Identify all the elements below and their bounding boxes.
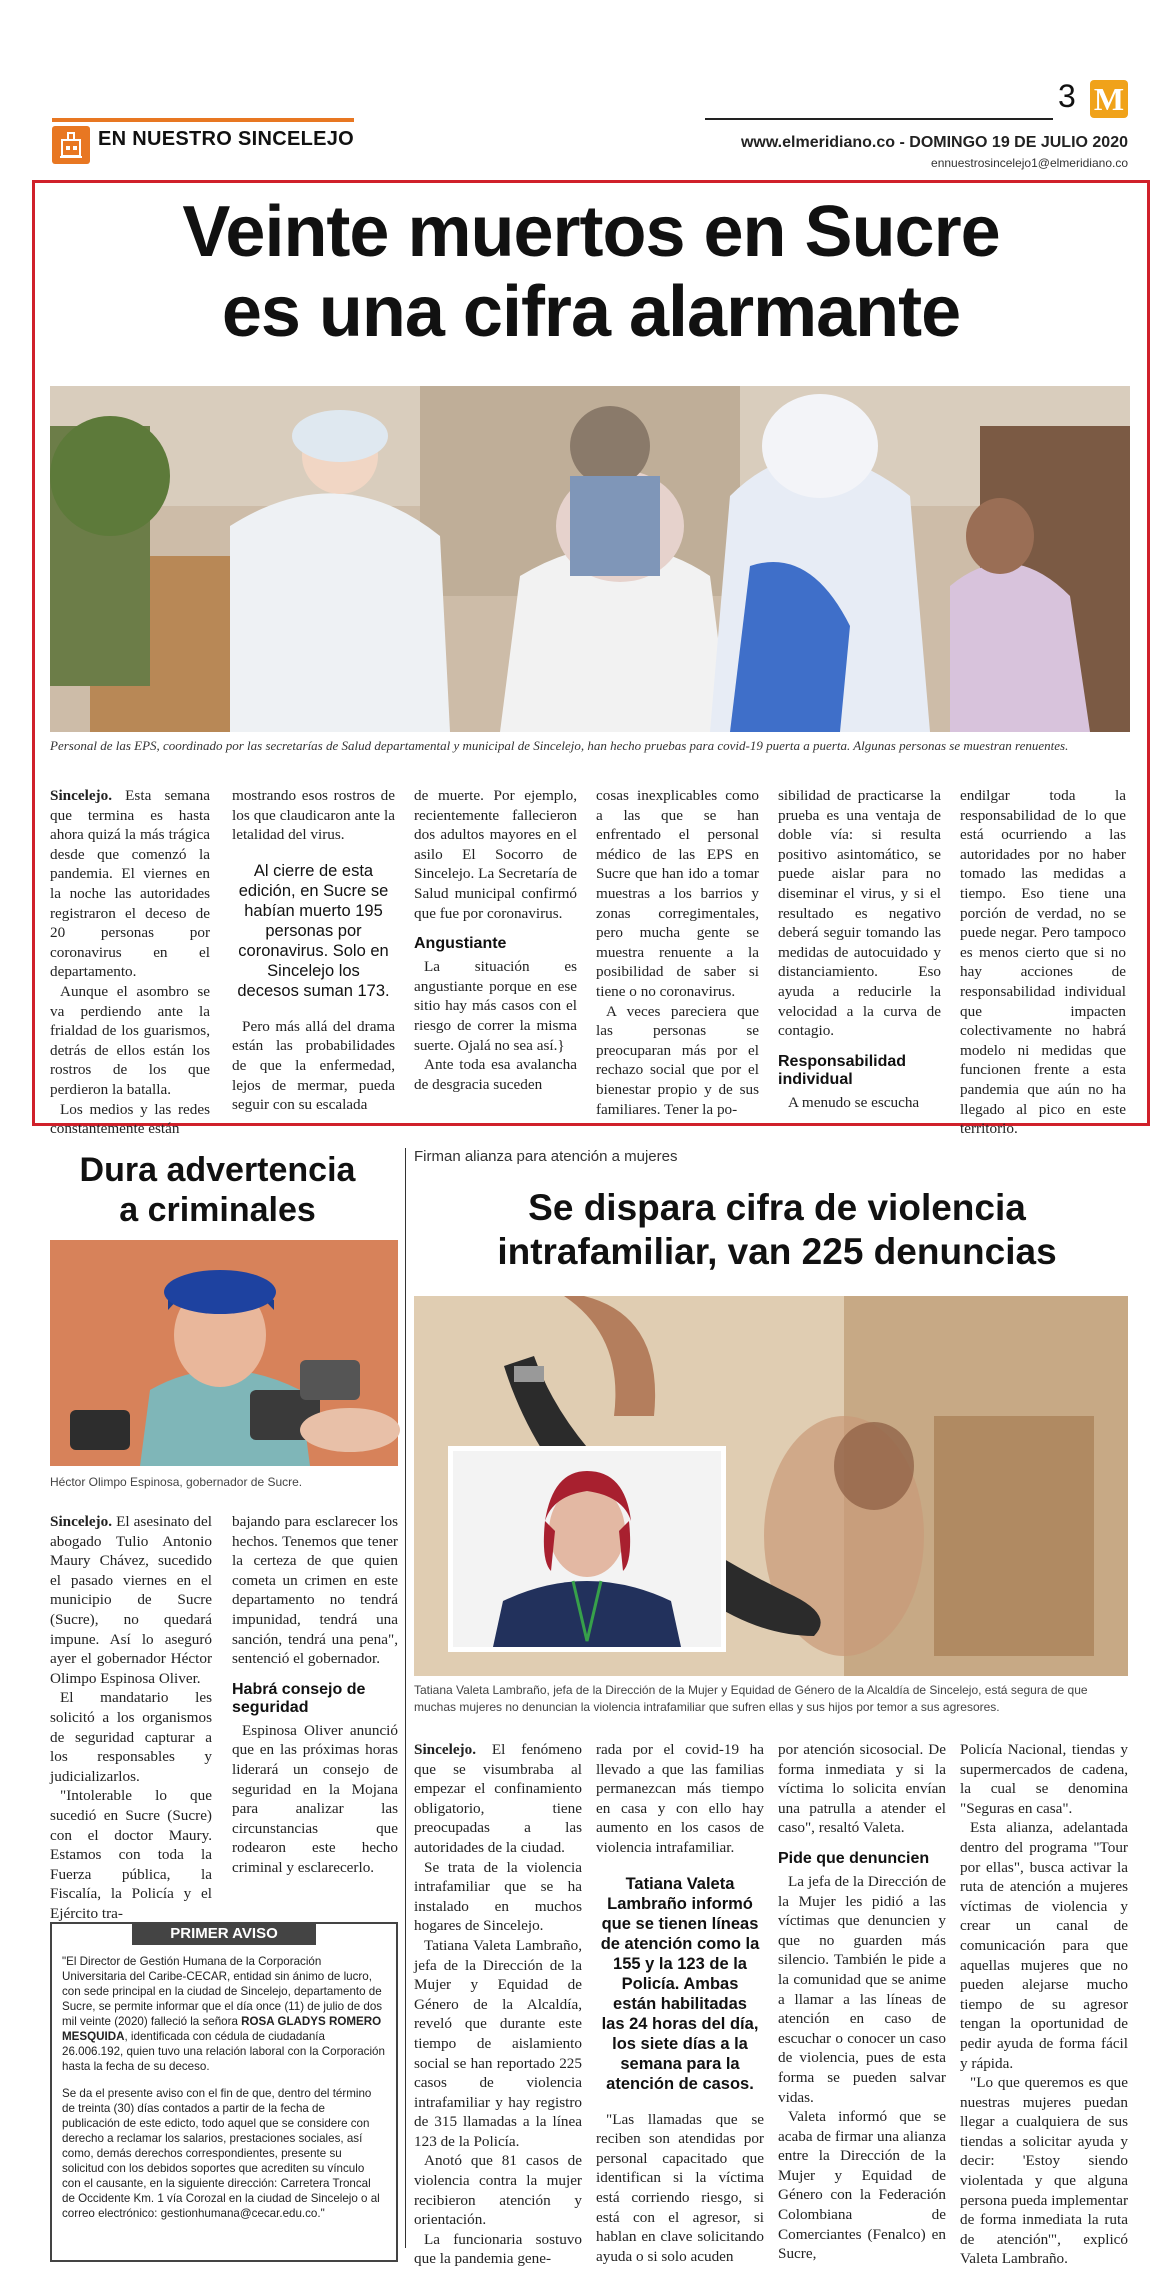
section-label: EN NUESTRO SINCELEJO [98,128,355,150]
right-headline-line2: intrafamiliar, van 225 denuncias [497,1231,1057,1272]
left-photo [50,1240,398,1466]
left-col2-para1: bajando para esclarecer los hechos. Tenemos que tener la certeza de que quien cometa un crimen en este departamento no tendrá impunidad, tendrá una sanción, tendrá una pena", sentenció el gobernador. [232,1513,398,1668]
column-divider [405,1148,406,2248]
main-photo-caption: Personal de las EPS, coordinado por las secretarías de Salud departamental y municipal de Sincelejo, han hecho pruebas para covid-19 puerta a puerta. Algunas personas se muestran renuentes. [50,738,1069,753]
left-col1-para2: El mandatario les solicitó a los organismos de seguridad capturar a los responsables y judicializarlos. [50,1689,212,1785]
main-col1-para1-text: Esta semana que termina es hasta ahora quizá la más trágica desde que comenzó la pandemia. El viernes en la noche las autoridades registraron el deceso de 20 personas por coronavirus en el departamento. [50,787,210,981]
left-col-2 [232,1512,398,1907]
right-col1-para4: Anotó que 81 casos de violencia contra la mujer recibieron atención y orientación. [414,2152,582,2229]
right-col-1 [414,1740,582,2268]
left-col-1 [50,1512,212,1922]
right-col3-para1: por atención sicosocial. De forma inmediata y si la víctima lo solicita envían una patrulla a atender el caso", resaltó Valeta. [778,1741,946,1837]
main-headline-line2: es una cifra alarmante [221,272,961,352]
main-col4-para1: cosas inexplicables como a las que se han enfrentado el personal médico de las EPS en Sucre que han ido a tomar muestras a los barrios y zonas corregimentales, pero mucha gente se muestra renuente a la posibilidad de saber si tiene o no coronavirus. [596,787,759,1000]
health-workers-photo-illustration [50,386,1130,732]
right-col1-para2: Se trata de la violencia intrafamiliar que se ha instalado en muchos hogares de Sincelejo. [414,1858,582,1935]
header-rule [705,118,1053,120]
tatiana-portrait-illustration [453,1451,721,1647]
main-col5-para1: sibilidad de practicarse la prueba es una ventaja de doble vía: si resulta positivo asintomático, se puede aislar para no diseminar el virus, y si el resultado es negativo deberá seguir tomando las medidas de autocuidado y distanciamiento. Eso ayuda a reducirle la velocidad a la curva de contagio. [778,787,941,1040]
right-headline [414,1186,1140,1274]
left-col2-para2: Espinosa Oliver anunció que en las próximas horas liderará un consejo de seguridad en la Mojana para analizar las circunstancias que rodearon este hecho criminal y esclarecerlo. [232,1721,398,1876]
right-col-4 [960,1740,1128,2268]
left-headline-line1: Dura advertencia [79,1151,356,1189]
main-subhead-1: Angustiante [414,935,507,953]
right-col1-para5: La funcionaria sostuvo que la pandemia gene- [414,2230,582,2268]
main-col6-para1: endilgar toda la responsabilidad de lo que está ocurriendo a las autoridades por no haber tomado las medidas a tiempo. Eso tiene una porción de verdad, no se puede negar. Pero tampoco es menos cierto que si no hay acciones de responsabilidad individual que impacten colectivamente no habrá modelo ni medidas que funcionen frente a esta pandemia que aún no ha llegado al pico en este territorio. [960,787,1126,1138]
left-col1-para1 [50,1512,212,1688]
main-subhead-2: Responsabilidad individual [778,1052,907,1088]
notice-title: PRIMER AVISO [132,1922,316,1945]
main-col-2 [232,786,395,1116]
main-col3-para2: La situación es angustiante porque en ese sitio hay más casos con el riesgo de correr la misma suerte. Ojalá no sea así.} [414,958,577,1054]
right-col4-para1: Policía Nacional, tiendas y supermercados de cadena, la cual se denomina "Seguras en casa". [960,1741,1128,1817]
right-col1-para1-text: El fenómeno que se visumbraba al empezar el confinamiento obligatorio, tiene preocupadas a las autoridades de la ciudad. [414,1741,582,1856]
notice-box [50,1922,398,2262]
main-col4-para2: A veces pareciera que las personas se preocuparan más por el rechazo social que por el bienestar propio y de sus familiares. Tener la po- [596,1002,759,1118]
notice-para1-after: , identificada con cédula de ciudadanía 26.006.192, quien tuvo una relación laboral con la Corporación hasta la fecha de su deceso. [62,2030,385,2073]
main-photo [50,386,1130,732]
right-headline-line1: Se dispara cifra de violencia [528,1187,1026,1228]
right-dateline: Sincelejo. [414,1741,477,1758]
main-col2-para2: Pero más allá del drama están las probabilidades de que la enfermedad, lejos de mermar, pueda seguir con su escalada [232,1017,395,1114]
main-headline-line1: Veinte muertos en Sucre [182,192,1000,272]
left-col1-para1-text: El asesinato del abogado Tulio Antonio Maury Chávez, sucedido el pasado viernes en el municipio de Sucre (Sucre), no quedará impune. Así lo aseguró ayer el gobernador Héctor Olimpo Espinosa Oliver. [50,1513,212,1687]
main-col-1 [50,786,210,1138]
right-col1-para1 [414,1740,582,1858]
left-photo-caption: Héctor Olimpo Espinosa, gobernador de Sucre. [50,1475,303,1489]
logo-letter: M [1093,81,1125,117]
main-col-4 [596,786,759,1116]
right-col-2 [596,1740,764,2265]
notice-body [62,1954,386,2221]
notice-para1 [62,1954,386,2074]
right-col3-para2: La jefa de la Dirección de la Mujer les pidió a las víctimas que denuncien y que no guarden más silencio. También le pide a la comunidad que se anime a llamar a las líneas de atención en caso de escuchar o conocer un caso de violencia, pues de esta forma se pueden salvar vidas. [778,1872,946,2106]
right-col3-para3: Valeta informó que se acaba de firmar una alianza entre la Dirección de la Mujer y Equidad de Género con la Federación Colombiana de Comerciantes (Fenalco) en Sucre, [778,2108,946,2263]
left-dateline: Sincelejo. [50,1513,113,1530]
right-pull-quote: Tatiana Valeta Lambraño informó que se tienen líneas de atención como la 155 y la 123 de la Policía. Ambas están habilitadas las 24 horas del día, los siete días a la semana para la atención de casos. [600,1874,760,2093]
main-col3-para3: Ante toda esa avalancha de desgracia suceden [414,1056,577,1093]
right-col4-para3: "Lo que queremos es que nuestras mujeres puedan llegar a cualquiera de sus tiendas a solicitar ayuda y decir: 'Estoy siendo violentada y que alguna persona pueda implementar de forma inmediata la ruta de atención'", explicó Valeta Lambraño. [960,2074,1128,2268]
right-kicker: Firman alianza para atención a mujeres [414,1148,678,1165]
main-col1-para1 [50,786,210,982]
notice-para2: Se da el presente aviso con el fin de que, dentro del término de treinta (30) días contados a partir de la fecha de publicación de este edicto, todo aquel que se considere con derecho a reclamar los salarios, prestaciones sociales, así como, demás derechos correspondientes, presente su solicitud con los debidos soportes que acrediten su vínculo con el causante, en la siguiente dirección: Carretera Troncal de Occidente Km. 1 vía Corozal en la ciudad de Sincelejo o al correo electrónico: gestionhumana@cecar.edu.co." [62,2087,380,2220]
notice-para1-before: "El Director de Gestión Humana de la Corporación Universitaria del Caribe-CECAR, entidad sin ánimo de lucro, con sede principal en la ciudad de Sincelejo, departamento de Sucre, se permite informar que el día once (11) de julio de dos mil veinte (2020) falleció la señora [62,1955,383,2028]
right-col1-para3: Tatiana Valeta Lambraño, jefa de la Dirección de la Mujer y Equidad de Género de la Alcaldía, reveló que durante este tiempo de aislamiento social se han reportado 225 casos de violencia intrafamiliar y hay registro de 315 llamadas a la línea 123 de la Policía. [414,1936,582,2150]
notice-name: ROSA GLADYS ROMERO MESQUIDA [62,2015,382,2043]
left-col1-para3: "Intolerable lo que sucedió en Sucre (Sucre) con el doctor Maury. Estamos con toda la Fuerza pública, la Fiscalía, la Policía y el Ejército tra- [50,1787,212,1922]
right-col4-para2: Esta alianza, adelantada dentro del programa "Tour por ellas", busca activar la ruta de atención a mujeres víctimas de violencia y crear un canal de comunicación para que aquellas mujeres que no pueden alejarse mucho tiempo de su agresor tengan la oportunidad de pedir ayuda de forma fácil y rápida. [960,1819,1128,2072]
main-col3-para1: de muerte. Por ejemplo, recientemente fallecieron dos adultos mayores en el asilo El Socorro de Sincelejo. La Secretaría de Salud municipal confirmó que fue por coronavirus. [414,787,577,922]
logo [1090,80,1128,118]
main-col1-para3: Los medios y las redes constantemente están [50,1100,210,1138]
page-number: 3 [1058,78,1076,114]
right-col2-para1: rada por el covid-19 ha llevado a que las familias permanezcan más tiempo en casa y con ello hay aumento en los casos de violencia intrafamiliar. [596,1741,764,1856]
main-col5-para2: A menudo se escucha [788,1093,920,1111]
section-email: ennuestrosincelejo1@elmeridiano.co [931,156,1128,170]
right-photo-caption: Tatiana Valeta Lambraño, jefa de la Dirección de la Mujer y Equidad de Género de la Alcaldía de Sincelejo, está segura de que muchas mujeres no denuncian la violencia intrafamiliar que sufren ellas y sus hijos por temor a sus agresores. [414,1683,1088,1714]
left-subhead: Habrá consejo de seguridad [232,1680,366,1716]
right-col-3 [778,1740,946,2265]
building-icon [52,126,90,164]
left-headline [40,1150,395,1230]
main-col-3 [414,786,577,1116]
site-date: www.elmeridiano.co - DOMINGO 19 DE JULIO 2020 [740,134,1128,151]
right-col2-para2: "Las llamadas que se reciben son atendidas por personal capacitado que identifican si la víctima está corriendo riesgo, si está con el agresor, si hablan en clave solicitando ayuda o si solo acuden [596,2110,764,2265]
main-headline [40,192,1142,352]
inset-photo [448,1446,726,1652]
main-pull-quote: Al cierre de esta edición, en Sucre se habían muerto 195 personas por coronavirus. Solo en Sincelejo los decesos suman 173. [237,861,390,1000]
main-col-5 [778,786,941,1116]
section-rule [52,118,354,122]
main-col1-para2: Aunque el asombro se va perdiendo ante la frialdad de los guarismos, detrás de ellos están los rostros de los que perdieron la batalla. [50,982,210,1098]
main-col2-para1: mostrando esos rostros de los que claudicaron ante la letalidad del virus. [232,787,395,844]
main-dateline: Sincelejo. [50,787,113,804]
main-col-6 [960,786,1126,1138]
section-icon [52,126,90,164]
right-subhead: Pide que denuncien [778,1849,930,1867]
left-headline-line2: a criminales [119,1191,316,1229]
governor-photo-illustration [50,1240,398,1466]
